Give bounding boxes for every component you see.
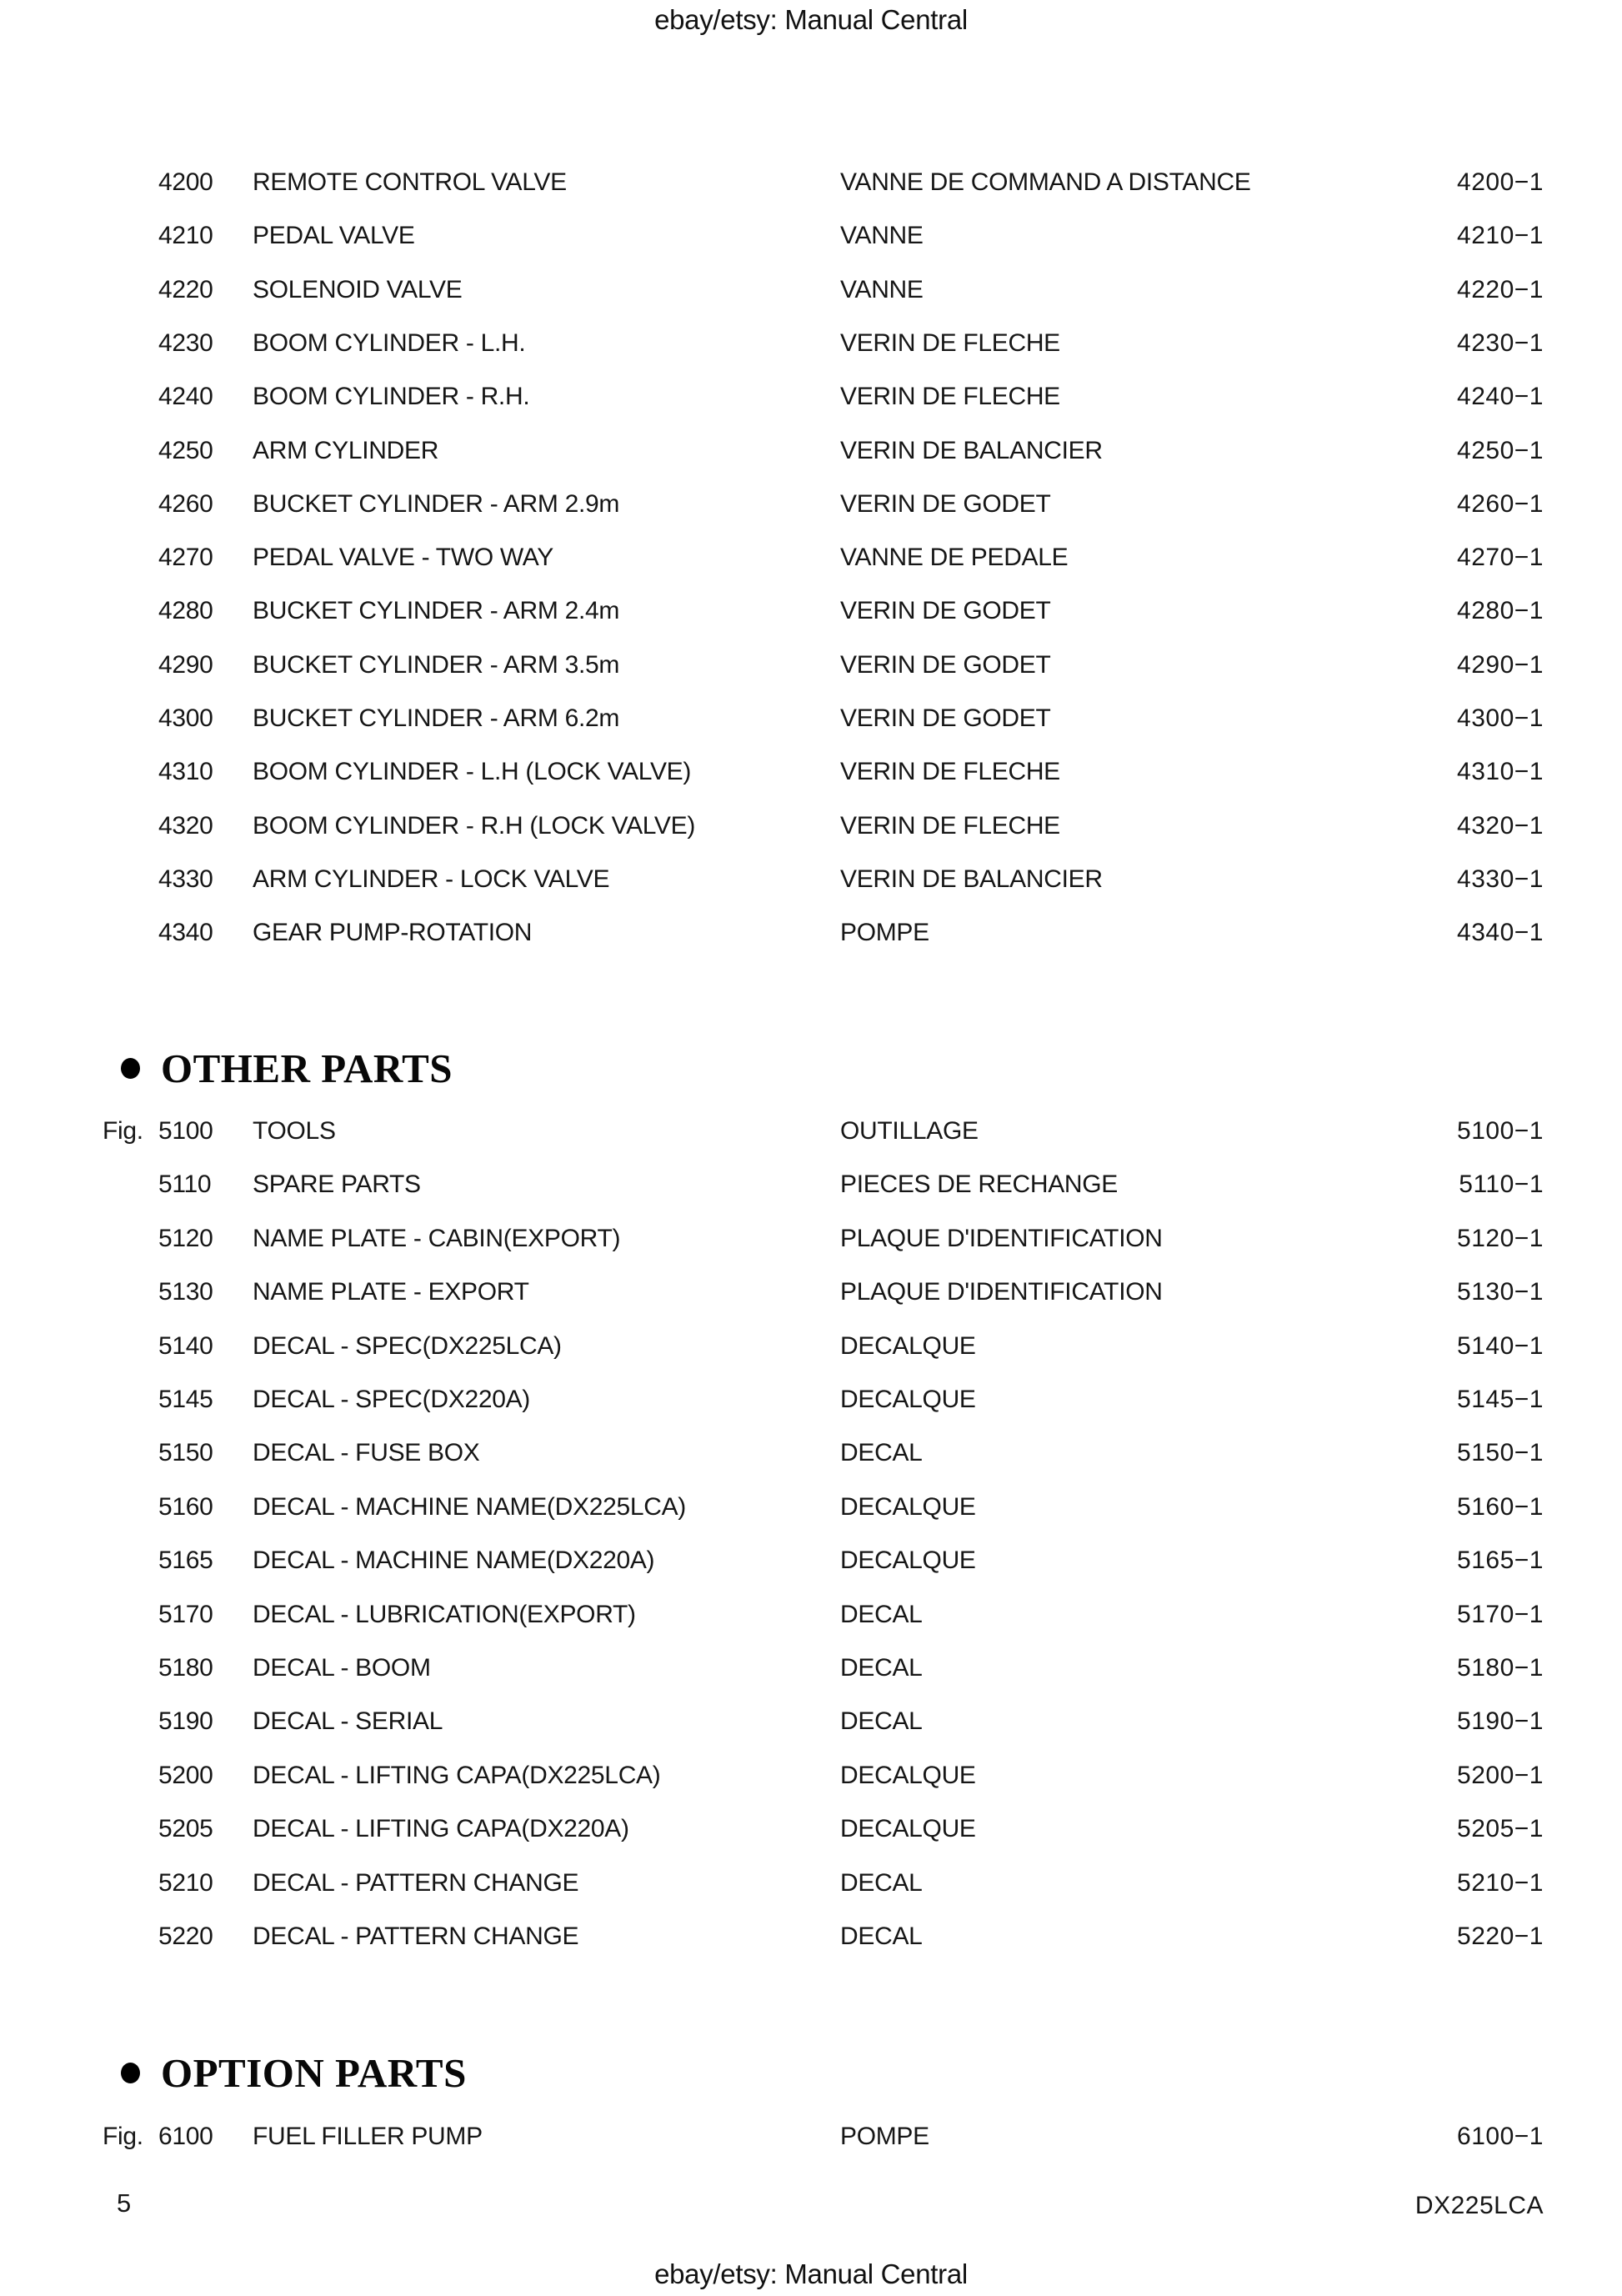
- fig-number: 5150: [158, 1439, 213, 1466]
- table-row: [0, 754, 1622, 790]
- fig-number: 4310: [158, 758, 213, 785]
- part-name-fr: VERIN DE FLECHE: [840, 812, 1060, 840]
- table-row: [0, 1811, 1622, 1847]
- watermark-bottom: ebay/etsy: Manual Central: [654, 2258, 968, 2289]
- part-name-fr: VANNE DE COMMAND A DISTANCE: [840, 168, 1251, 196]
- part-name-fr: VERIN DE GODET: [840, 490, 1051, 518]
- part-name-fr: DECALQUE: [840, 1332, 976, 1360]
- table-row: [0, 915, 1622, 951]
- page-ref: 5150−1: [1457, 1439, 1544, 1466]
- part-name-en: DECAL - SPEC(DX220A): [253, 1386, 530, 1413]
- fig-label: Fig.: [103, 1117, 143, 1145]
- fig-number: 4290: [158, 651, 213, 679]
- table-row: [0, 1542, 1622, 1579]
- fig-number: 4200: [158, 168, 213, 196]
- part-name-fr: DECAL: [840, 1707, 923, 1735]
- fig-number: 4330: [158, 865, 213, 893]
- table-row: [0, 272, 1622, 308]
- page-ref: 4270−1: [1457, 544, 1544, 571]
- table-row: [0, 378, 1622, 415]
- part-name-fr: DECAL: [840, 1654, 923, 1682]
- fig-number: 5160: [158, 1493, 213, 1521]
- table-row: [0, 1328, 1622, 1365]
- part-name-fr: DECAL: [840, 1869, 923, 1897]
- part-name-fr: PIECES DE RECHANGE: [840, 1171, 1119, 1198]
- part-name-en: SOLENOID VALVE: [253, 276, 463, 303]
- table-row: [0, 1597, 1622, 1633]
- fig-number: 5190: [158, 1707, 213, 1735]
- table-row: [0, 1221, 1622, 1257]
- part-name-en: ARM CYLINDER: [253, 437, 439, 464]
- watermark-top: ebay/etsy: Manual Central: [654, 4, 968, 35]
- part-name-en: GEAR PUMP-ROTATION: [253, 919, 533, 946]
- table-row: [0, 1489, 1622, 1526]
- page-ref: 4240−1: [1457, 383, 1544, 410]
- part-name-fr: OUTILLAGE: [840, 1117, 979, 1145]
- fig-number: 5210: [158, 1869, 213, 1897]
- part-name-en: ARM CYLINDER - LOCK VALVE: [253, 865, 610, 893]
- section-heading-label: OTHER PARTS: [161, 1045, 453, 1091]
- fig-number: 4280: [158, 597, 213, 624]
- table-row: [0, 486, 1622, 523]
- fig-number: 4220: [158, 276, 213, 303]
- part-name-en: DECAL - LIFTING CAPA(DX225LCA): [253, 1762, 661, 1789]
- page-ref: 4230−1: [1457, 329, 1544, 357]
- part-name-en: BOOM CYLINDER - R.H.: [253, 383, 530, 410]
- part-name-en: DECAL - FUSE BOX: [253, 1439, 480, 1466]
- part-name-en: DECAL - PATTERN CHANGE: [253, 1869, 579, 1897]
- page-number: 5: [117, 2188, 132, 2218]
- part-name-en: BOOM CYLINDER - L.H (LOCK VALVE): [253, 758, 692, 785]
- page-ref: 4210−1: [1457, 222, 1544, 249]
- table-row: [0, 218, 1622, 254]
- fig-number: 5140: [158, 1332, 213, 1360]
- section-heading-label: OPTION PARTS: [161, 2049, 467, 2096]
- part-name-fr: POMPE: [840, 919, 929, 946]
- part-name-en: DECAL - SERIAL: [253, 1707, 443, 1735]
- part-name-en: BOOM CYLINDER - R.H (LOCK VALVE): [253, 812, 696, 840]
- part-name-en: BUCKET CYLINDER - ARM 3.5m: [253, 651, 620, 679]
- part-name-en: REMOTE CONTROL VALVE: [253, 168, 567, 196]
- page-ref: 6100−1: [1457, 2123, 1544, 2150]
- section-heading-option-parts: [121, 2048, 467, 2097]
- page-ref: 5145−1: [1457, 1386, 1544, 1413]
- fig-number: 5170: [158, 1601, 213, 1628]
- part-name-fr: DECALQUE: [840, 1493, 976, 1521]
- fig-number: 5165: [158, 1547, 213, 1574]
- table-row: [0, 1381, 1622, 1418]
- part-name-fr: VERIN DE GODET: [840, 597, 1051, 624]
- part-name-fr: DECALQUE: [840, 1815, 976, 1842]
- table-row: [0, 1274, 1622, 1311]
- part-name-fr: DECALQUE: [840, 1762, 976, 1789]
- table-row: [0, 808, 1622, 845]
- part-name-en: BOOM CYLINDER - L.H.: [253, 329, 526, 357]
- part-name-en: NAME PLATE - EXPORT: [253, 1278, 529, 1306]
- page-ref: 4340−1: [1457, 919, 1544, 946]
- part-name-en: SPARE PARTS: [253, 1171, 421, 1198]
- section-heading-other-parts: [121, 1044, 453, 1092]
- page-ref: 5220−1: [1457, 1923, 1544, 1950]
- bullet-icon: [121, 2063, 140, 2083]
- fig-number: 5220: [158, 1923, 213, 1950]
- part-name-fr: VANNE DE PEDALE: [840, 544, 1069, 571]
- part-name-en: DECAL - MACHINE NAME(DX225LCA): [253, 1493, 686, 1521]
- page-ref: 5130−1: [1457, 1278, 1544, 1306]
- page-ref: 5180−1: [1457, 1654, 1544, 1682]
- table-row: [0, 1757, 1622, 1794]
- fig-label: Fig.: [103, 2123, 143, 2150]
- part-name-en: DECAL - PATTERN CHANGE: [253, 1923, 579, 1950]
- part-name-fr: VANNE: [840, 222, 924, 249]
- table-row: [0, 1865, 1622, 1902]
- part-name-en: FUEL FILLER PUMP: [253, 2123, 483, 2150]
- part-name-fr: POMPE: [840, 2123, 929, 2150]
- page-ref: 5210−1: [1457, 1869, 1544, 1897]
- fig-number: 5120: [158, 1225, 213, 1252]
- part-name-fr: VERIN DE BALANCIER: [840, 437, 1103, 464]
- part-name-fr: VERIN DE FLECHE: [840, 383, 1060, 410]
- page-ref: 5170−1: [1457, 1601, 1544, 1628]
- page-ref: 4290−1: [1457, 651, 1544, 679]
- part-name-fr: PLAQUE D'IDENTIFICATION: [840, 1225, 1163, 1252]
- table-row: [0, 1435, 1622, 1471]
- page-ref: 4330−1: [1457, 865, 1544, 893]
- part-name-en: DECAL - SPEC(DX225LCA): [253, 1332, 562, 1360]
- part-name-fr: DECAL: [840, 1923, 923, 1950]
- fig-number: 4300: [158, 704, 213, 732]
- part-name-fr: VANNE: [840, 276, 924, 303]
- fig-number: 4260: [158, 490, 213, 518]
- page-ref: 5100−1: [1457, 1117, 1544, 1145]
- table-row: [0, 647, 1622, 684]
- page-ref: 5200−1: [1457, 1762, 1544, 1789]
- part-name-en: PEDAL VALVE - TWO WAY: [253, 544, 553, 571]
- part-name-en: DECAL - LUBRICATION(EXPORT): [253, 1601, 636, 1628]
- table-row: [0, 1166, 1622, 1203]
- page-ref: 4220−1: [1457, 276, 1544, 303]
- page-ref: 5160−1: [1457, 1493, 1544, 1521]
- fig-number: 4270: [158, 544, 213, 571]
- fig-number: 5205: [158, 1815, 213, 1842]
- part-name-fr: DECAL: [840, 1439, 923, 1466]
- part-name-en: BUCKET CYLINDER - ARM 2.9m: [253, 490, 620, 518]
- table-row: [0, 1113, 1622, 1150]
- part-name-en: NAME PLATE - CABIN(EXPORT): [253, 1225, 621, 1252]
- fig-number: 5110: [158, 1171, 212, 1198]
- part-name-fr: DECALQUE: [840, 1547, 976, 1574]
- page-ref: 4260−1: [1457, 490, 1544, 518]
- page-ref: 4300−1: [1457, 704, 1544, 732]
- model-code: DX225LCA: [1414, 2192, 1544, 2219]
- page-ref: 4310−1: [1457, 758, 1544, 785]
- part-name-fr: PLAQUE D'IDENTIFICATION: [840, 1278, 1163, 1306]
- table-row: [0, 1918, 1622, 1955]
- fig-number: 6100: [158, 2123, 213, 2150]
- part-name-fr: DECAL: [840, 1601, 923, 1628]
- part-name-en: DECAL - MACHINE NAME(DX220A): [253, 1547, 655, 1574]
- page-ref: 4200−1: [1457, 168, 1544, 196]
- part-name-fr: VERIN DE GODET: [840, 704, 1051, 732]
- fig-number: 5200: [158, 1762, 213, 1789]
- fig-number: 5180: [158, 1654, 213, 1682]
- table-row: [0, 593, 1622, 629]
- fig-number: 5130: [158, 1278, 213, 1306]
- page-ref: 5165−1: [1457, 1547, 1544, 1574]
- part-name-fr: VERIN DE FLECHE: [840, 329, 1060, 357]
- fig-number: 4210: [158, 222, 213, 249]
- part-name-en: TOOLS: [253, 1117, 336, 1145]
- part-name-fr: VERIN DE FLECHE: [840, 758, 1060, 785]
- page-ref: 4320−1: [1457, 812, 1544, 840]
- page-ref: 4250−1: [1457, 437, 1544, 464]
- part-name-fr: DECALQUE: [840, 1386, 976, 1413]
- page-ref: 4280−1: [1457, 597, 1544, 624]
- page-ref: 5190−1: [1457, 1707, 1544, 1735]
- table-row: [0, 2118, 1622, 2155]
- page-ref: 5110−1: [1459, 1171, 1544, 1198]
- table-row: [0, 700, 1622, 737]
- part-name-fr: VERIN DE BALANCIER: [840, 865, 1103, 893]
- part-name-en: DECAL - LIFTING CAPA(DX220A): [253, 1815, 629, 1842]
- part-name-en: DECAL - BOOM: [253, 1654, 431, 1682]
- fig-number: 4240: [158, 383, 213, 410]
- table-row: [0, 539, 1622, 576]
- fig-number: 5145: [158, 1386, 213, 1413]
- part-name-en: BUCKET CYLINDER - ARM 2.4m: [253, 597, 620, 624]
- part-name-en: BUCKET CYLINDER - ARM 6.2m: [253, 704, 620, 732]
- table-row: [0, 1650, 1622, 1687]
- table-row: [0, 325, 1622, 362]
- page-ref: 5140−1: [1457, 1332, 1544, 1360]
- page-ref: 5205−1: [1457, 1815, 1544, 1842]
- part-name-fr: VERIN DE GODET: [840, 651, 1051, 679]
- bullet-icon: [121, 1058, 140, 1079]
- table-row: [0, 433, 1622, 469]
- fig-number: 4320: [158, 812, 213, 840]
- part-name-en: PEDAL VALVE: [253, 222, 415, 249]
- fig-number: 4230: [158, 329, 213, 357]
- table-row: [0, 164, 1622, 201]
- page-ref: 5120−1: [1457, 1225, 1544, 1252]
- table-row: [0, 1703, 1622, 1740]
- table-row: [0, 861, 1622, 898]
- fig-number: 5100: [158, 1117, 213, 1145]
- fig-number: 4250: [158, 437, 213, 464]
- fig-number: 4340: [158, 919, 213, 946]
